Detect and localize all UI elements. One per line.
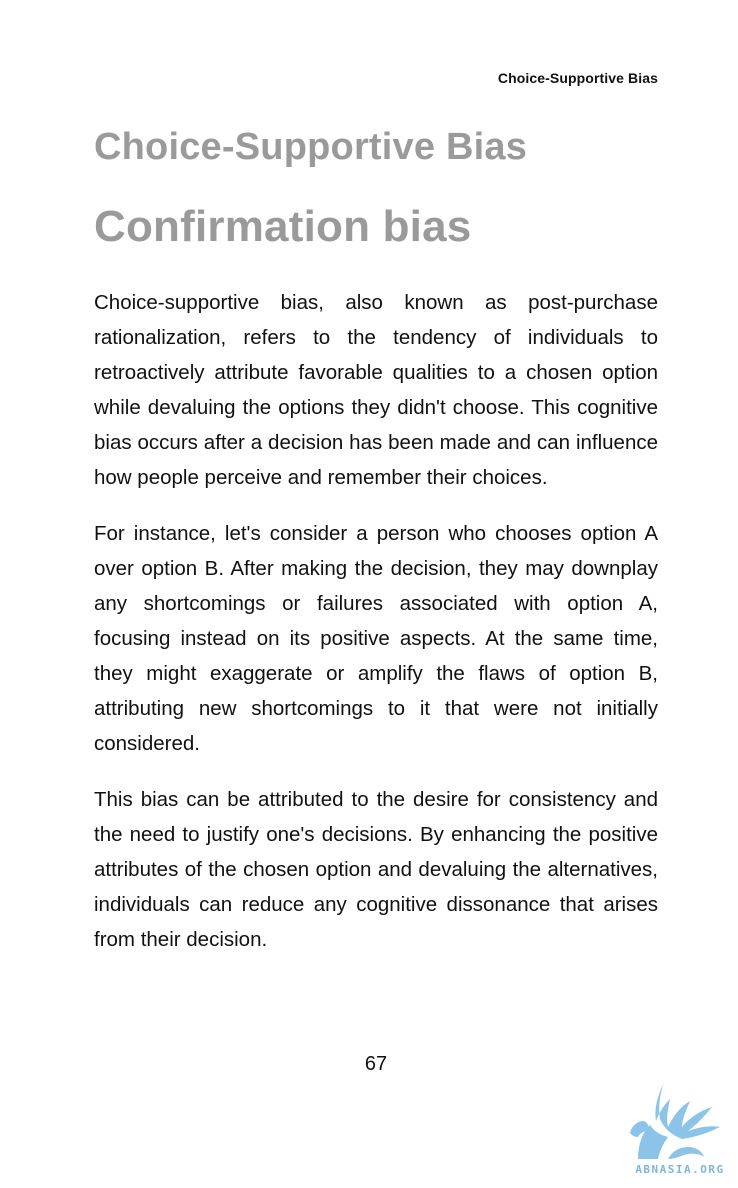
watermark xyxy=(624,1075,736,1185)
section-title: Confirmation bias xyxy=(94,202,472,251)
watermark-text: ABNASIA.ORG xyxy=(635,1163,725,1176)
body-text xyxy=(94,285,658,978)
page-number: 67 xyxy=(364,1053,388,1075)
paragraph-2: For instance, let's consider a person who chooses option A over option B. After making the decision, they may downplay any shortcomings or failures associated with option A, focusing instead on its positive aspects. At the same time, they might exaggerate or amplify the flaws of option B, attributing new shortcomings to it that were not initially considered. xyxy=(94,522,658,755)
chapter-title: Choice-Supportive Bias xyxy=(94,126,528,168)
winged-lion-logo-icon xyxy=(624,1075,736,1163)
running-header: Choice-Supportive Bias xyxy=(497,70,658,86)
paragraph-3: This bias can be attributed to the desire for consistency and the need to justify one's decisions. By enhancing the positive attributes of the chosen option and devaluing the alternatives, individuals can reduce any cognitive dissonance that arises from their decision. xyxy=(94,788,658,951)
paragraph-1: Choice-supportive bias, also known as post-purchase rationalization, refers to the tendency of individuals to retroactively attribute favorable qualities to a chosen option while devaluing the options they didn't choose. This cognitive bias occurs after a decision has been made and can influence how people perceive and remember their choices. xyxy=(94,291,658,489)
